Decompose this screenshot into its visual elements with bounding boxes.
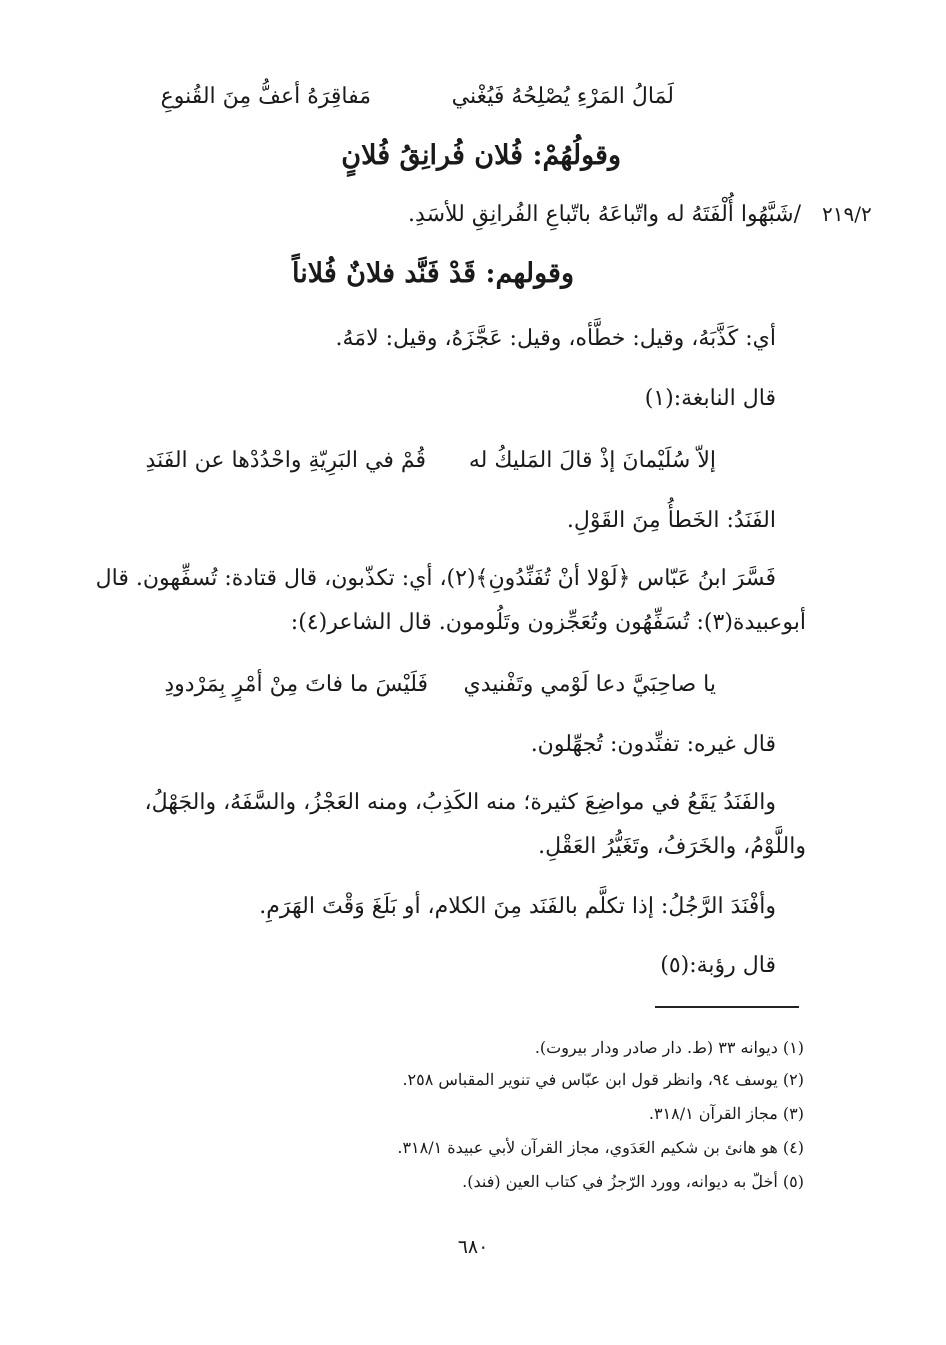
body-line-ruba-intro: قال رؤبة:(٥)	[660, 953, 776, 978]
verse-top-second-hemistich: مَفاقِرَهُ أعفُّ مِنَ القُنوعِ	[160, 84, 371, 109]
verse-poet-first-hemistich: يا صاحِبَيَّ دعا لَوْمي وتَفْنيدي	[463, 672, 716, 697]
footnote-3: (٣) مجاز القرآن ٣١٨/١.	[648, 1104, 804, 1123]
footnote-4: (٤) هو هانئ بن شكيم العَدَوي، مجاز القرآن لأبي عبيدة ٣١٨/١.	[397, 1138, 804, 1157]
entry-heading-fannada: وقولهم: قَدْ فَنَّد فلانٌ فُلاناً	[291, 258, 574, 289]
body-line-abu-ubayda: أبوعبيدة(٣): تُسَفِّهُون وتُعَجِّزون وتَلُومون. قال الشاعر(٤):	[290, 610, 806, 635]
body-line-others-say: قال غيره: تفنِّدون: تُجهِّلون.	[530, 732, 776, 757]
marginal-page-reference: ٢١٩/٢	[822, 202, 872, 226]
body-line-afnada: وأفْنَدَ الرَّجُلُ: إذا تكلَّم بالفَنَد مِنَ الكلام، أو بَلَغَ وَقْتَ الهَرَمِ.	[259, 894, 776, 919]
verse-nabigha-second-hemistich: قُمْ في البَرِيّةِ واحْدُدْها عن الفَنَدِ	[145, 448, 426, 473]
footnote-separator	[655, 1006, 799, 1008]
body-line-fanad-definition: الفَنَدُ: الخَطأُ مِنَ القَوْلِ.	[566, 508, 776, 533]
body-line-ibn-abbas: فَسَّرَ ابنُ عَبّاس ﴿لَوْلا أنْ تُفَنِّدُونِ﴾(٢)، أي: تكذّبون، قال قتادة: تُسفِّهون. قال	[95, 566, 776, 591]
verse-nabigha-first-hemistich: إلاّ سُلَيْمانَ إذْ قالَ المَليكُ له	[468, 448, 716, 473]
verse-top-first-hemistich: لَمَالُ المَرْءِ يُصْلِحُهُ فَيُغْني	[451, 84, 674, 109]
page-number: ٦٨٠	[457, 1236, 489, 1258]
body-line-fanad-uses: والفَنَدُ يَقَعُ في مواضِعَ كثيرة؛ منه الكَذِبُ، ومنه العَجْزُ، والسَّفَهُ، والجَهْلُ،	[144, 790, 776, 815]
body-line-nabigha-intro: قال النابغة:(١)	[644, 386, 776, 411]
body-line-faraniq-explanation: /شَبَّهُوا أُلْفَتَهُ له واتّباعَهُ باتّباعِ الفُرانِقِ للأسَدِ.	[408, 202, 801, 227]
footnote-1: (١) ديوانه ٣٣ (ط. دار صادر ودار بيروت).	[534, 1038, 804, 1057]
body-line-meanings: أي: كَذَّبَهُ، وقيل: خطَّأه، وقيل: عَجَّزَهُ، وقيل: لامَهُ.	[335, 326, 776, 351]
body-line-fanad-uses-cont: واللَّوْمُ، والخَرَفُ، وتَغَيُّرُ العَقْلِ.	[538, 834, 806, 859]
verse-poet-second-hemistich: فَلَيْسَ ما فاتَ مِنْ أمْرٍ بِمَرْدودِ	[164, 672, 428, 697]
footnote-2: (٢) يوسف ٩٤، وانظر قول ابن عبّاس في تنوير المقباس ٢٥٨.	[402, 1070, 804, 1089]
entry-heading-faraniq: وقولُهُمْ: فُلان فُرانِقُ فُلانٍ	[341, 140, 621, 171]
footnote-5: (٥) أخلّ به ديوانه، وورد الرّجزُ في كتاب العين (فند).	[462, 1172, 804, 1191]
